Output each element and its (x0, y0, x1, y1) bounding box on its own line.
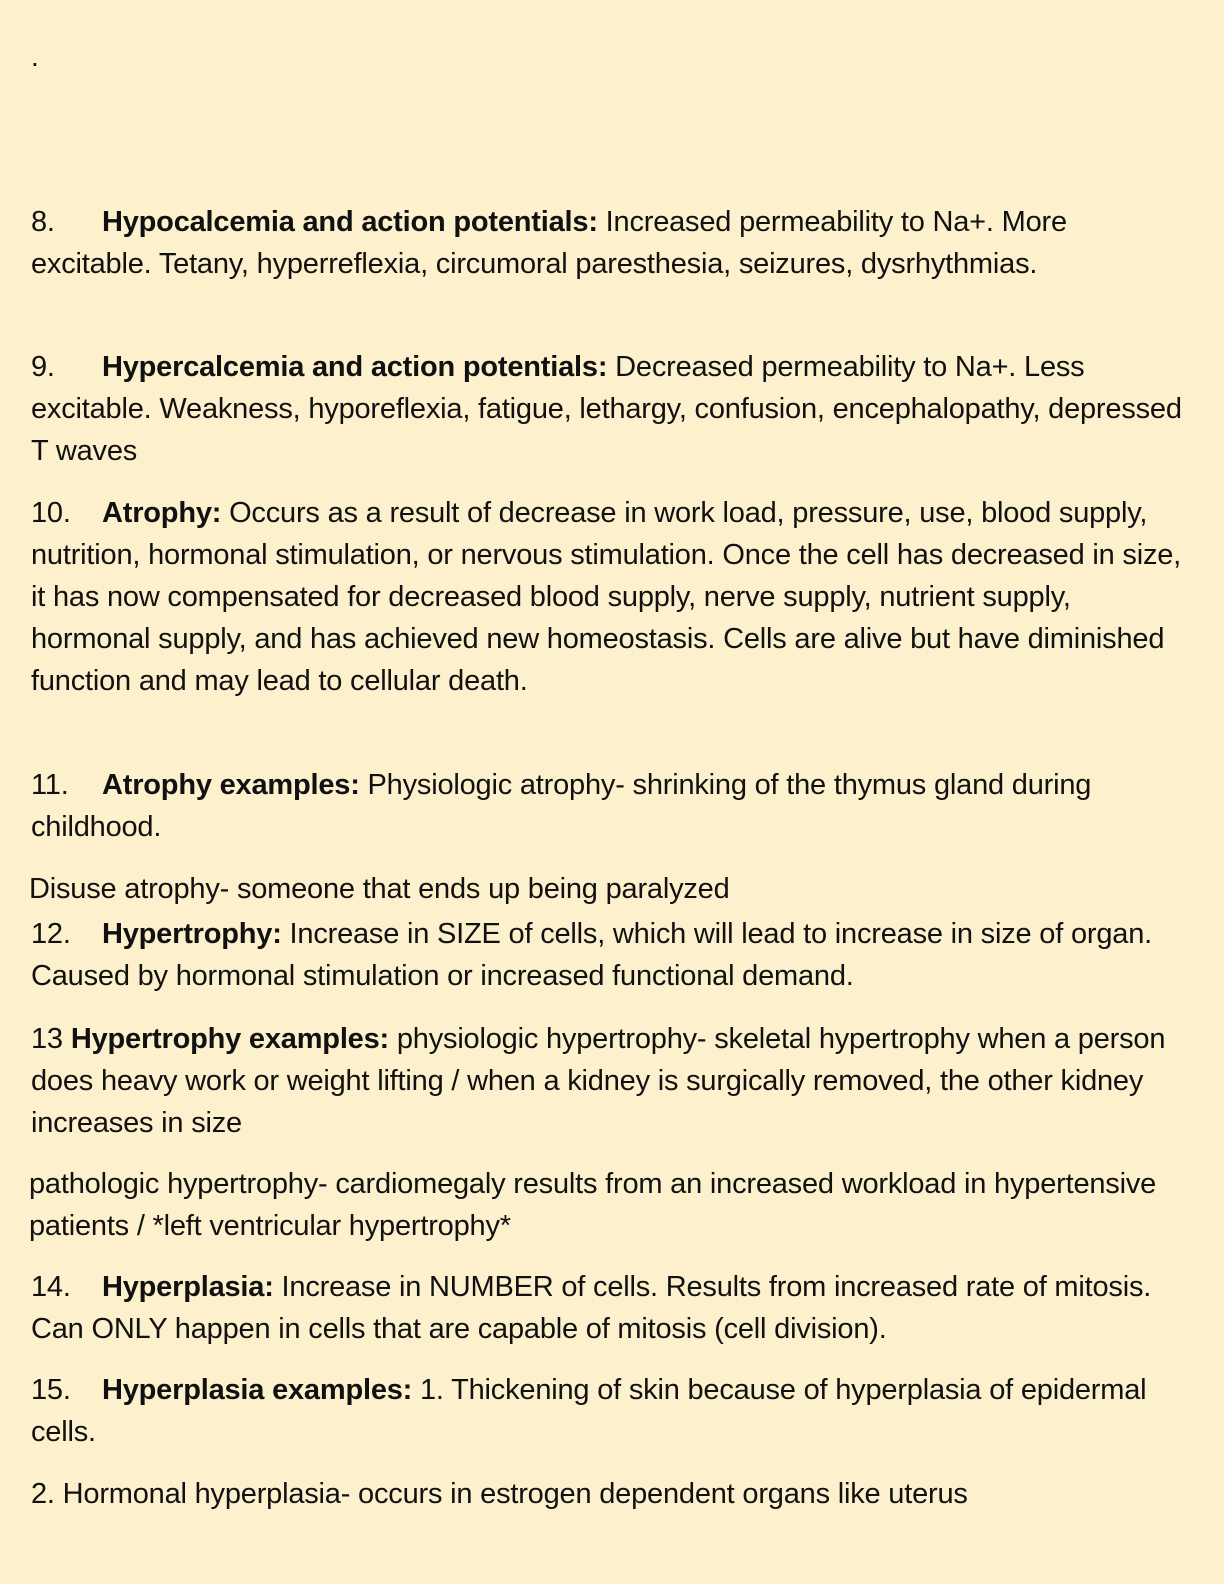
note-item-14 (31, 1266, 1191, 1350)
note-item-12 (31, 913, 1191, 997)
item-term: Hypertrophy examples: (70, 1023, 389, 1055)
item-text: physiologic hypertrophy- skeletal hypertrophy when a person does heavy work or weight lifting / when a kidney is surgically removed, the other kidney increases in size (31, 1023, 1166, 1139)
item-text: Increase in SIZE of cells, which will lead to increase in size of organ. Caused by hormonal stimulation or increased functional demand. (31, 918, 1152, 992)
disuse-atrophy-note: Disuse atrophy- someone that ends up being paralyzed (29, 873, 730, 905)
item-term: Hyperplasia: (102, 1271, 274, 1303)
item-term: Atrophy examples: (102, 769, 360, 801)
item-text: Increase in NUMBER of cells. Results from increased rate of mitosis. Can ONLY happen in cells that are capable of mitosis (cell division). (31, 1271, 1152, 1345)
note-item-15 (31, 1369, 1191, 1453)
note-item-13 (31, 1018, 1191, 1144)
item-number: 14. (31, 1271, 71, 1303)
item-term: Atrophy: (102, 497, 222, 529)
note-item-11 (31, 764, 1191, 848)
item-number: 13 (31, 1023, 63, 1055)
item-text: Decreased permeability to Na+. Less excitable. Weakness, hyporeflexia, fatigue, lethargy, confusion, encephalopathy, depressed T waves (31, 351, 1182, 467)
item-text: Occurs as a result of decrease in work load, pressure, use, blood supply, nutrition, hormonal stimulation, or nervous stimulation. Once the cell has decreased in size, it has now compensated for decreased blood supply, nerve supply, nutrient supply, hormonal supply, and has achieved new homeostasis. Cells are alive but have diminished function and may lead to cellular death. (31, 497, 1182, 697)
item-term: Hypercalcemia and action potentials: (102, 351, 608, 383)
top-dot-mark: . (31, 41, 39, 72)
item-number: 12. (31, 918, 71, 950)
item-text: Increased permeability to Na+. More excitable. Tetany, hyperreflexia, circumoral paresthesia, seizures, dysrhythmias. (31, 206, 1067, 280)
item-number: 11. (31, 769, 69, 801)
hormonal-hyperplasia-note: 2. Hormonal hyperplasia- occurs in estrogen dependent organs like uterus (31, 1478, 968, 1510)
pathologic-hypertrophy-note: pathologic hypertrophy- cardiomegaly results from an increased workload in hypertensive patients / *left ventricular hypertrophy* (29, 1168, 1157, 1242)
item-term: Hyperplasia examples: (102, 1374, 413, 1406)
note-item-8 (31, 201, 1191, 285)
note-item-10 (31, 492, 1191, 702)
note-item-9 (31, 346, 1191, 472)
item-text: 1. Thickening of skin because of hyperplasia of epidermal cells. (31, 1374, 1147, 1448)
item-number: 8. (31, 206, 55, 238)
item-number: 15. (31, 1374, 71, 1406)
item-text: Physiologic atrophy- shrinking of the thymus gland during childhood. (31, 769, 1092, 843)
item-term: Hypertrophy: (102, 918, 282, 950)
item-number: 10. (31, 497, 71, 529)
item-term: Hypocalcemia and action potentials: (102, 206, 598, 238)
item-number: 9. (31, 351, 55, 383)
